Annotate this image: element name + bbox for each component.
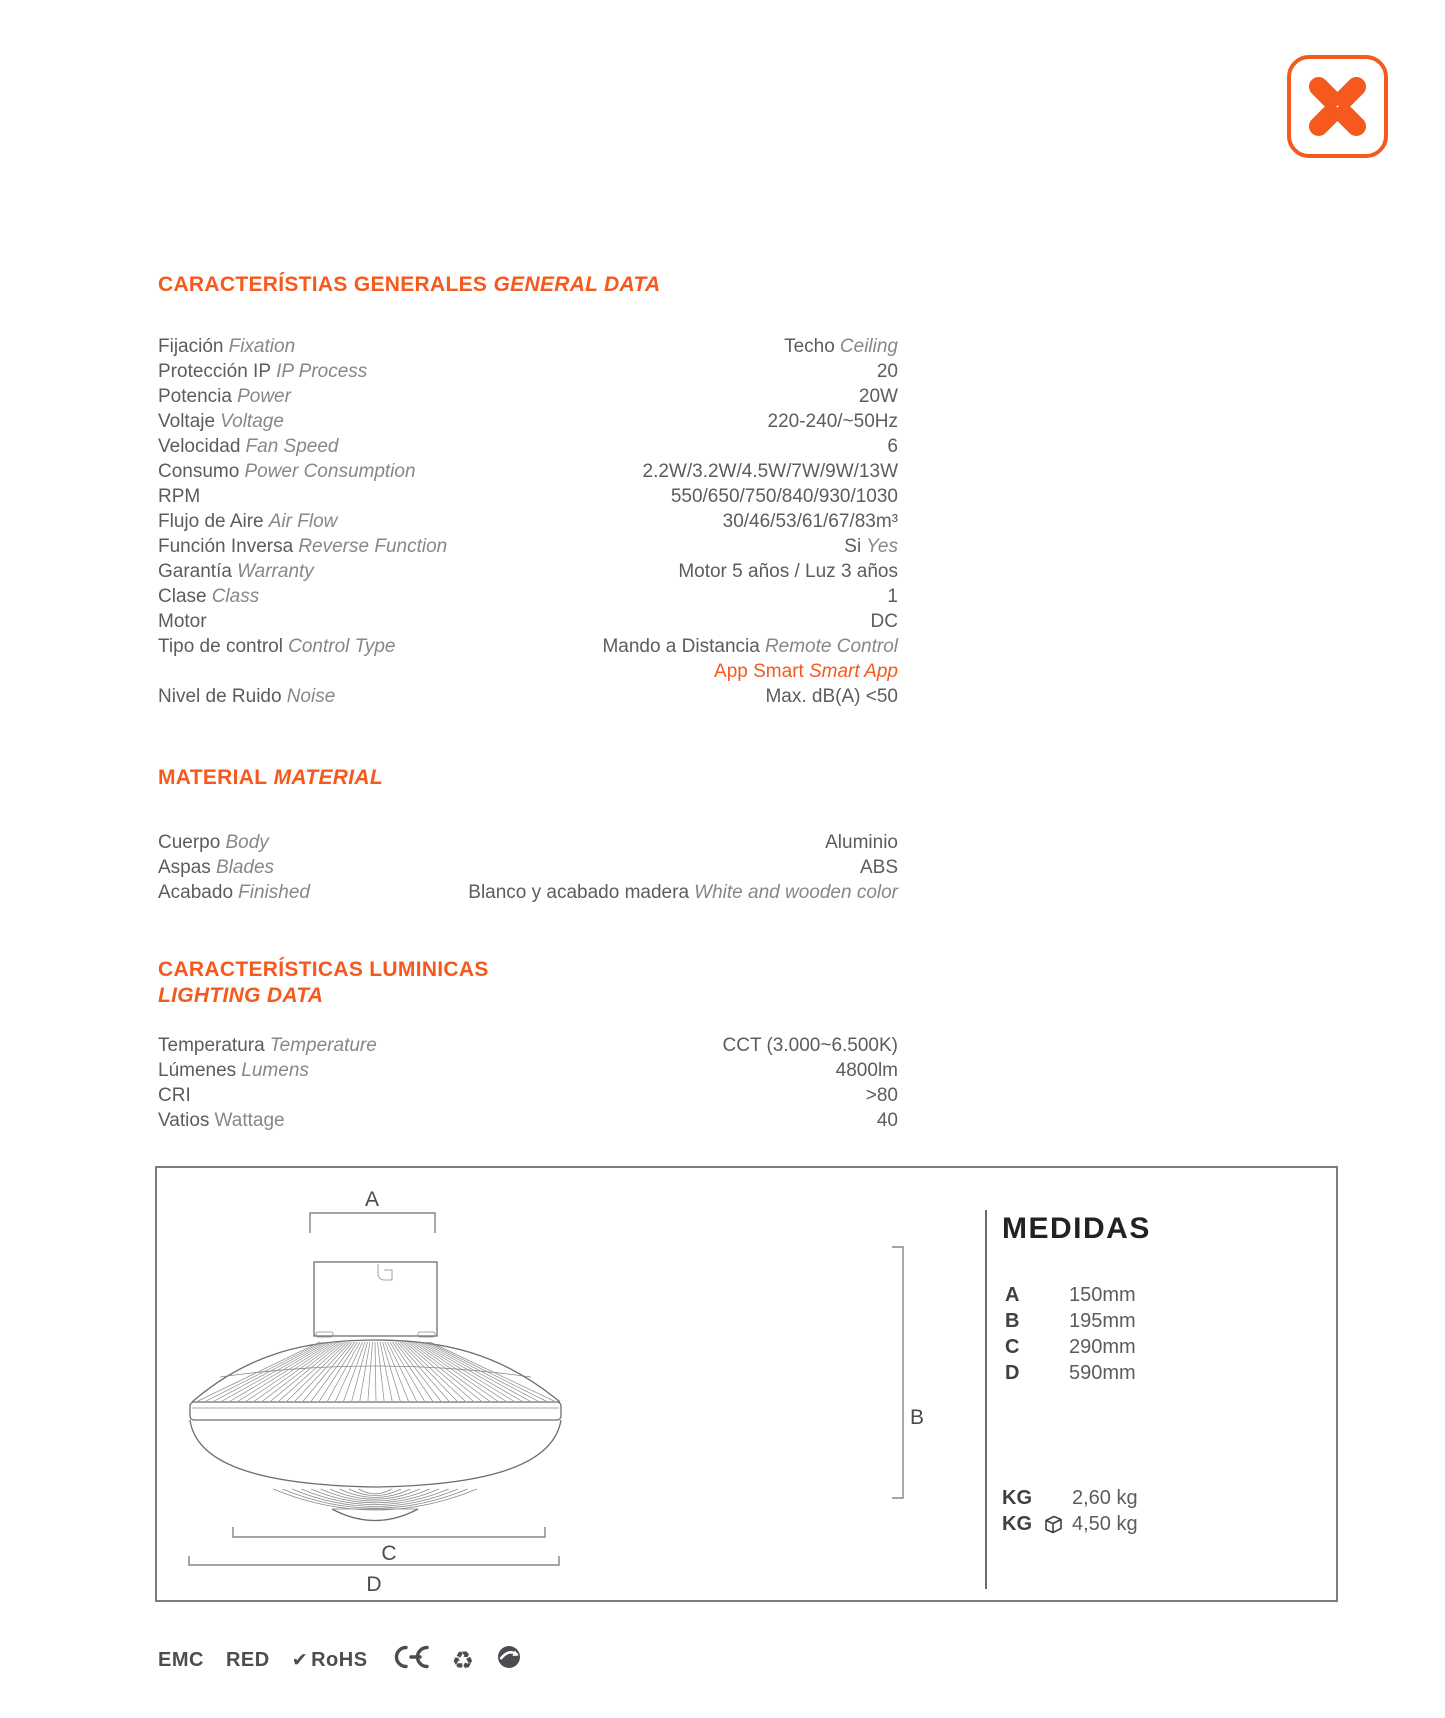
lower-bowl	[190, 1420, 561, 1487]
spec-row-cri	[158, 1083, 898, 1108]
dim-bracket-a	[310, 1213, 435, 1233]
label-es: Voltaje	[158, 411, 216, 432]
spec-row-class	[158, 584, 898, 609]
medida-row-b	[1005, 1308, 1136, 1334]
medida-value: 590mm	[1069, 1361, 1136, 1384]
dimensions-panel	[155, 1166, 1338, 1602]
label-en: Air Flow	[268, 511, 338, 532]
label-en: Blades	[215, 857, 275, 878]
medida-key: D	[1005, 1361, 1020, 1384]
spec-row-lumens	[158, 1058, 898, 1083]
spec-row-control-type	[158, 634, 898, 659]
value-es: Motor 5 años / Luz 3 años	[678, 561, 898, 582]
value-es: DC	[870, 611, 898, 632]
value-es: Aluminio	[825, 832, 898, 853]
body-ring	[190, 1402, 561, 1420]
spec-row-wattage	[158, 1108, 898, 1133]
value-es: 6	[887, 436, 898, 457]
kg-value: 2,60 kg	[1072, 1486, 1138, 1509]
spec-row-reverse	[158, 534, 898, 559]
dim-bracket-d	[189, 1556, 559, 1565]
certifications-bar	[158, 1645, 522, 1675]
value-es: 220-240/~50Hz	[767, 411, 898, 432]
value-es: 20	[876, 361, 898, 382]
section-title-lighting	[158, 957, 489, 1009]
label-es: Vatios	[158, 1110, 210, 1131]
mount-box	[314, 1262, 437, 1336]
lighting-table	[158, 1033, 898, 1133]
spec-row-warranty	[158, 559, 898, 584]
value-es: ABS	[859, 857, 898, 878]
label-en: Power	[237, 386, 291, 407]
fan-technical-drawing	[157, 1168, 1336, 1600]
medida-value: 290mm	[1069, 1335, 1136, 1358]
label-es: CRI	[158, 1085, 191, 1106]
spec-row-power	[158, 384, 898, 409]
label-en: Body	[225, 832, 269, 853]
value-es: 4800lm	[835, 1060, 898, 1081]
section-title-es: MATERIAL	[158, 766, 268, 789]
medida-key: A	[1005, 1283, 1020, 1306]
label-en: Class	[211, 586, 260, 607]
value-es: 550/650/750/840/930/1030	[670, 486, 898, 507]
label-en: Lumens	[241, 1060, 309, 1081]
label-es: Fijación	[158, 336, 224, 357]
label-es: Función Inversa	[158, 536, 294, 557]
spec-row-finish	[158, 880, 898, 905]
cert-rohs: ✔ RoHS	[291, 1648, 368, 1671]
ce-mark-icon	[390, 1644, 430, 1676]
label-es: Flujo de Aire	[158, 511, 264, 532]
spec-row-air-flow	[158, 509, 898, 534]
value-es: Mando a Distancia	[602, 636, 760, 657]
section-title-general	[158, 272, 660, 298]
medidas-title: MEDIDAS	[1002, 1212, 1151, 1245]
spec-row-ip	[158, 359, 898, 384]
label-es: Motor	[158, 611, 207, 632]
value-es: 1	[887, 586, 898, 607]
medida-row-c	[1005, 1334, 1136, 1360]
dim-label-a: A	[364, 1188, 380, 1211]
medida-value: 195mm	[1069, 1309, 1136, 1332]
recycle-icon: ♻	[451, 1645, 475, 1675]
kg-label: KG	[1002, 1486, 1032, 1509]
label-es: Acabado	[158, 882, 234, 903]
cage-spokes	[198, 1342, 554, 1401]
kg-value: 4,50 kg	[1072, 1512, 1138, 1535]
value-es: >80	[865, 1085, 898, 1106]
label-es: Aspas	[158, 857, 211, 878]
label-en: Reverse Function	[298, 536, 448, 557]
medida-row-a	[1005, 1282, 1136, 1308]
hook-detail	[378, 1264, 392, 1280]
check-icon: ✔	[291, 1649, 309, 1671]
green-dot-icon	[496, 1644, 522, 1676]
spec-row-body	[158, 830, 898, 855]
panel-divider	[985, 1210, 987, 1589]
label-en: Warranty	[237, 561, 314, 582]
spec-row-fixation	[158, 334, 898, 359]
spec-row-rpm	[158, 484, 898, 509]
label-es: Nivel de Ruido	[158, 686, 282, 707]
dim-label-b: B	[910, 1406, 925, 1429]
medida-row-d	[1005, 1360, 1136, 1386]
label-en: Temperature	[269, 1035, 377, 1056]
weight-row-boxed	[1002, 1511, 1138, 1537]
bottom-blade-swirl	[273, 1489, 477, 1510]
label-en: Fan Speed	[245, 436, 339, 457]
value-es: Blanco y acabado madera	[468, 882, 690, 903]
value-es: 2.2W/3.2W/4.5W/7W/9W/13W	[642, 461, 898, 482]
value-es: 20W	[858, 386, 898, 407]
value-es: Max. dB(A) <50	[765, 686, 898, 707]
label-en: Wattage	[214, 1110, 285, 1131]
label-en: IP Process	[276, 361, 368, 382]
label-es: Velocidad	[158, 436, 241, 457]
spec-row-voltage	[158, 409, 898, 434]
value-es: Techo	[784, 336, 835, 357]
spec-row-fan-speed	[158, 434, 898, 459]
label-es: Lúmenes	[158, 1060, 237, 1081]
spec-row-noise	[158, 684, 898, 709]
label-es: Consumo	[158, 461, 240, 482]
dim-bracket-c	[233, 1527, 545, 1537]
label-es: Clase	[158, 586, 207, 607]
dim-label-c: C	[381, 1542, 397, 1565]
section-title-material	[158, 765, 383, 791]
medida-key: B	[1005, 1309, 1020, 1332]
kg-label: KG	[1002, 1512, 1032, 1535]
cert-emc: EMC	[158, 1648, 204, 1671]
value-es: CCT (3.000~6.500K)	[722, 1035, 898, 1056]
spec-row-consumption	[158, 459, 898, 484]
value-es: 40	[876, 1110, 898, 1131]
cert-red: RED	[225, 1648, 270, 1671]
bottom-cap	[332, 1509, 418, 1521]
dim-bracket-b	[892, 1247, 903, 1498]
label-en: Noise	[286, 686, 336, 707]
x-logo-icon	[1291, 59, 1384, 154]
medida-key: C	[1005, 1335, 1020, 1358]
dim-label-d: D	[366, 1573, 382, 1596]
general-data-table	[158, 334, 898, 709]
value-en: Yes	[866, 536, 898, 557]
label-es: RPM	[158, 486, 201, 507]
medida-value: 150mm	[1069, 1283, 1136, 1306]
label-en: Voltage	[220, 411, 284, 432]
value-es: Si	[844, 536, 862, 557]
label-en: Fixation	[228, 336, 296, 357]
label-es: Temperatura	[158, 1035, 265, 1056]
section-title-es: CARACTERÍSTICAS LUMINICAS	[158, 958, 489, 981]
value-en: Smart App	[808, 661, 898, 682]
label-en: Control Type	[288, 636, 396, 657]
spec-row-temperature	[158, 1033, 898, 1058]
value-es: 30/46/53/61/67/83m³	[722, 511, 898, 532]
label-es: Tipo de control	[158, 636, 283, 657]
value-es: App Smart	[714, 661, 804, 682]
label-es: Protección IP	[158, 361, 271, 382]
label-es: Cuerpo	[158, 832, 221, 853]
weight-row-net	[1002, 1485, 1138, 1511]
value-en: White and wooden color	[694, 882, 898, 903]
material-table	[158, 830, 898, 905]
package-icon	[1042, 1513, 1072, 1535]
spec-row-smart-app	[158, 659, 898, 684]
brand-logo	[1287, 55, 1388, 158]
label-en: Power Consumption	[244, 461, 416, 482]
label-es: Garantía	[158, 561, 232, 582]
section-title-en: MATERIAL	[273, 766, 383, 789]
spec-row-blades	[158, 855, 898, 880]
section-title-en: GENERAL DATA	[493, 273, 661, 296]
label-es: Potencia	[158, 386, 232, 407]
value-en: Remote Control	[764, 636, 898, 657]
label-en: Finished	[238, 882, 310, 903]
value-en: Ceiling	[839, 336, 898, 357]
section-title-en: LIGHTING DATA	[158, 984, 324, 1007]
spec-row-motor	[158, 609, 898, 634]
section-title-es: CARACTERÍSTIAS GENERALES	[158, 273, 488, 296]
